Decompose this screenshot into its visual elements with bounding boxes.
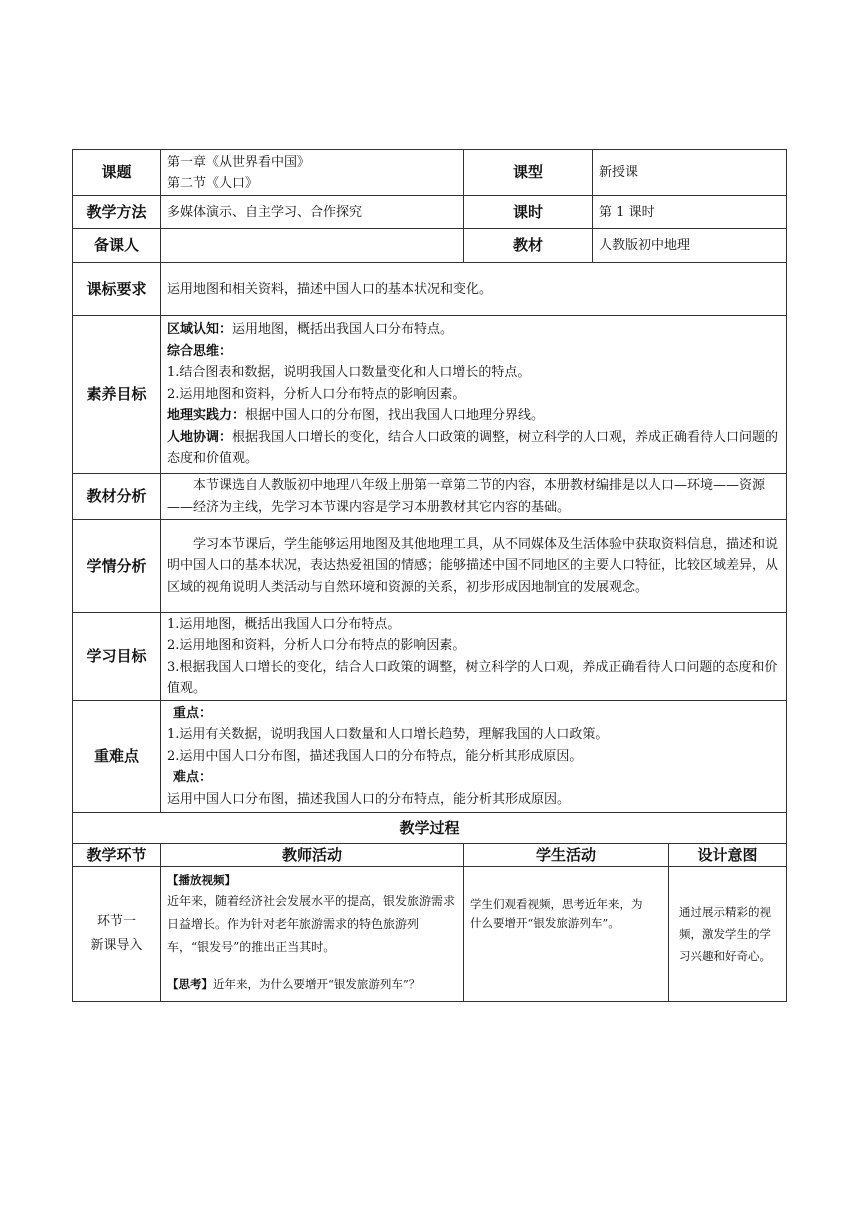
key-item-1: 1.运用有关数据，说明我国人口数量和人口增长趋势，理解我国的人口政策。: [167, 727, 609, 743]
objectives-label: 学习目标: [73, 613, 161, 701]
key-item-2: 2.运用中国人口分布图，描述我国人口的分布特点，能分析其形成原因。: [167, 748, 583, 764]
region-title: 区域认知：: [167, 322, 233, 338]
key-title: 重点：: [173, 705, 213, 721]
material-label: 教材分析: [73, 474, 161, 520]
standard-label: 课标要求: [73, 263, 161, 316]
type-label: 课型: [464, 150, 593, 196]
student-cell: [464, 867, 669, 1002]
preparer-value: [161, 229, 464, 263]
thinking-title: 综合思维：: [167, 343, 233, 359]
difficulty-text: 运用中国人口分布图，描述我国人口的分布特点，能分析其形成原因。: [167, 791, 571, 807]
teacher-tag-think: 【思考】: [167, 977, 213, 991]
col-stage: 教学环节: [73, 844, 161, 867]
practice-text: 根据中国人口的分布图，找出我国人口地理分界线。: [245, 408, 545, 424]
objective-item-3: 3.根据我国人口增长的变化，结合人口政策的调整，树立科学的人口观，养成正确看待人口问题的态度和价值观。: [167, 659, 778, 696]
process-title: 教学过程: [73, 813, 787, 844]
objectives-content: [161, 613, 787, 701]
col-student: 学生活动: [464, 844, 669, 867]
topic-line-1: 第一章《从世界看中国》: [167, 154, 311, 170]
teacher-cell: [161, 867, 464, 1002]
period-label: 课时: [464, 196, 593, 229]
objective-item-1: 1.运用地图，概括出我国人口分布特点。: [167, 616, 401, 632]
stage-line-1: 环节一: [96, 914, 136, 929]
harmony-title: 人地协调：: [167, 429, 233, 445]
type-value: 新授课: [593, 150, 787, 196]
literacy-label: 素养目标: [73, 316, 161, 474]
lesson-info-table: [72, 149, 787, 1002]
harmony-text: 根据我国人口增长的变化，结合人口政策的调整，树立科学的人口观，养成正确看待人口问题的态度和价值观。: [167, 429, 779, 467]
preparer-label: 备课人: [73, 229, 161, 263]
stage-line-2: 新课导入: [90, 938, 143, 953]
stage-cell: [73, 867, 161, 1002]
intent-text: 通过展示精彩的视频，激发学生的学习兴趣和好奇心。: [679, 905, 772, 963]
topic-line-2: 第二节《人口》: [167, 175, 259, 191]
period-value: 第 1 课时: [593, 196, 787, 229]
thinking-item-1: 1.结合图表和数据，说明我国人口数量变化和人口增长的特点。: [167, 365, 531, 381]
difficulty-title: 难点：: [173, 770, 213, 786]
standard-text: 运用地图和相关资料，描述中国人口的基本状况和变化。: [161, 263, 787, 316]
literacy-content: [161, 316, 787, 474]
method-value: 多媒体演示、自主学习、合作探究: [161, 196, 464, 229]
textbook-value: 人教版初中地理: [593, 229, 787, 263]
students-text: 学习本节课后，学生能够运用地图及其他地理工具，从不同媒体及生活体验中获取资料信息，描述和说明中国人口的基本状况，表达热爱祖国的情感；能够描述中国不同地区的主要人口特征，比较区域差异，从区域的视角说明人类活动与自然环境和资源的关系，初步形成因地制宜的发展观念。: [161, 520, 787, 613]
topic-label: 课题: [73, 150, 161, 196]
process-row: [73, 867, 787, 1002]
thinking-item-2: 2.运用地图和资料，分析人口分布特点的影响因素。: [167, 386, 466, 402]
lesson-plan: [72, 149, 786, 1002]
teacher-text-think: 近年来，为什么要增开“银发旅游列车”？: [213, 977, 421, 991]
student-text: 学生们观看视频，思考近年来，为什么要增开“银发旅游列车”。: [470, 897, 643, 930]
teacher-text-video: 近年来，随着经济社会发展水平的提高，银发旅游需求日益增长。作为针对老年旅游需求的特色旅游列车，“银发号”的推出正当其时。: [167, 894, 456, 954]
objective-item-2: 2.运用地图和资料，分析人口分布特点的影响因素。: [167, 638, 466, 653]
region-text: 运用地图，概括出我国人口分布特点。: [232, 322, 454, 338]
col-intent: 设计意图: [669, 844, 787, 867]
practice-title: 地理实践力：: [167, 408, 246, 424]
keypoints-label: 重难点: [73, 701, 161, 813]
textbook-label: 教材: [464, 229, 593, 263]
intent-cell: [669, 867, 787, 1002]
method-label: 教学方法: [73, 196, 161, 229]
topic-value: [161, 150, 464, 196]
col-teacher: 教师活动: [161, 844, 464, 867]
material-text: 本节课选自人教版初中地理八年级上册第一章第二节的内容，本册教材编排是以人口—环境——资源——经济为主线，先学习本节课内容是学习本册教材其它内容的基础。: [161, 474, 787, 520]
teacher-tag-video: 【播放视频】: [167, 873, 236, 887]
students-label: 学情分析: [73, 520, 161, 613]
keypoints-content: [161, 701, 787, 813]
